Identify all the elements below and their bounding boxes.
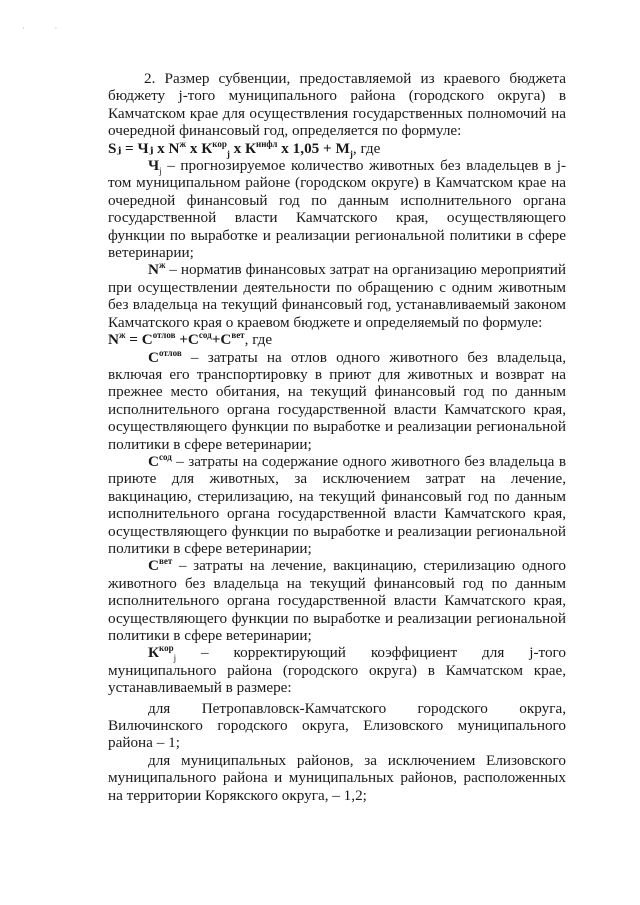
definition-symbol: К (148, 644, 160, 662)
document-body (108, 70, 566, 804)
definition-symbol: Ч (148, 157, 160, 175)
coefficient-item: для Петропавловск-Камчатского городского округа, Вилючинского городского округа, Елизовского муниципального района – 1; (108, 699, 566, 752)
scan-corner-marks: · · (22, 24, 72, 33)
formula-tail: , где (352, 139, 381, 157)
definition-text: – норматив финансовых затрат на организацию мероприятий при осуществлении деятельности по обращению с одним животным без владельца на текущий финансовый год, устанавливаемый законом Камчатского края о краевом бюджете и определяемый по формуле: (108, 261, 566, 331)
norm-formula (108, 331, 566, 348)
definition-sub: j (159, 166, 162, 177)
formula-k-sub: j (226, 148, 230, 159)
definition-sup: ж (158, 260, 166, 271)
definition-k-kor (108, 644, 566, 696)
definition-text: – прогнозируемое количество животных без владельцев в j-том муниципальном районе (городском округе) в Камчатском крае на очередной финансовый год по данным исполнительного органа государственной власти Камчатского края, осуществляющего функции по выработке и реализации региональной политики в сфере ветеринарии; (108, 157, 566, 262)
definition-sup: вет (158, 556, 173, 567)
definition-text: – затраты на содержание одного животного без владельца в приюте для животных, за исключением затрат на лечение, вакцинацию, стерилизацию, на текущий финансовый год по данным исполнительного органа государственной власти Камчатского края, осуществляющего функции по выработке и реализации региональной политики в сфере ветеринарии; (108, 452, 566, 557)
definition-sub: j (173, 653, 177, 664)
subvention-formula (108, 140, 566, 157)
norm-eq: = С (125, 331, 153, 349)
definition-text: – корректирующий коэффициент для j-того муниципального района (городского округа) в Камчатском крае, устанавливаемый в размере: (108, 644, 566, 697)
coefficient-item: для муниципальных районов, за исключением Елизовского муниципального района и муниципальных районов, расположенных на территории Корякского округа, – 1,2; (108, 751, 566, 804)
definition-c-sod (108, 453, 566, 557)
formula-main: Sⱼ = Чⱼ х N (108, 139, 180, 157)
definition-text: – затраты на отлов одного животного без владельца, включая его транспортировку в приют для животных и возврат на прежнее место обитания, на текущий финансовый год по данным исполнительного органа государственной власти Камчатского края, осуществляющего функции по выработке и реализации региональной политики в сфере ветеринарии; (108, 348, 566, 453)
formula-m-sub: j (349, 148, 353, 159)
definition-sup: сод (158, 451, 172, 462)
definition-symbol: С (148, 348, 159, 366)
definition-sup: кор (159, 643, 174, 654)
formula-x1: х К (186, 139, 213, 157)
formula-end: х 1,05 + М (277, 139, 350, 157)
norm-n: N (108, 331, 119, 349)
norm-p1: +С (175, 331, 199, 349)
definition-symbol: С (148, 557, 159, 575)
norm-s1: отлов (152, 330, 176, 341)
formula-n-sup: ж (179, 138, 187, 149)
definition-text: – затраты на лечение, вакцинацию, стерилизацию одного животного без владельца на текущий финансовый год по данным исполнительного органа государственной власти Камчатского края, осуществляющего функции по выработке и реализации региональной политики в сфере ветеринарии; (108, 557, 566, 644)
formula-k2-sup: инфл (256, 138, 278, 149)
definition-ch (108, 157, 566, 261)
definition-n (108, 261, 566, 331)
formula-x2: х К (229, 139, 257, 157)
definition-symbol: N (148, 261, 159, 279)
norm-tail: , где (244, 331, 273, 349)
norm-s2: сод (198, 330, 212, 341)
definition-symbol: С (148, 452, 159, 470)
definition-c-otlov (108, 349, 566, 453)
definition-c-vet (108, 557, 566, 644)
definition-sup: отлов (158, 347, 182, 358)
norm-p2: +С (211, 331, 232, 349)
norm-n-sup: ж (118, 330, 126, 341)
norm-s3: вет (231, 330, 245, 341)
formula-k-sup: кор (212, 138, 227, 149)
intro-paragraph: 2. Размер субвенции, предоставляемой из краевого бюджета бюджету j-того муниципального района (городского округа) в Камчатском крае для осуществления государственных полномочий на очередной финансовый год, определяется по формуле: (108, 70, 566, 140)
